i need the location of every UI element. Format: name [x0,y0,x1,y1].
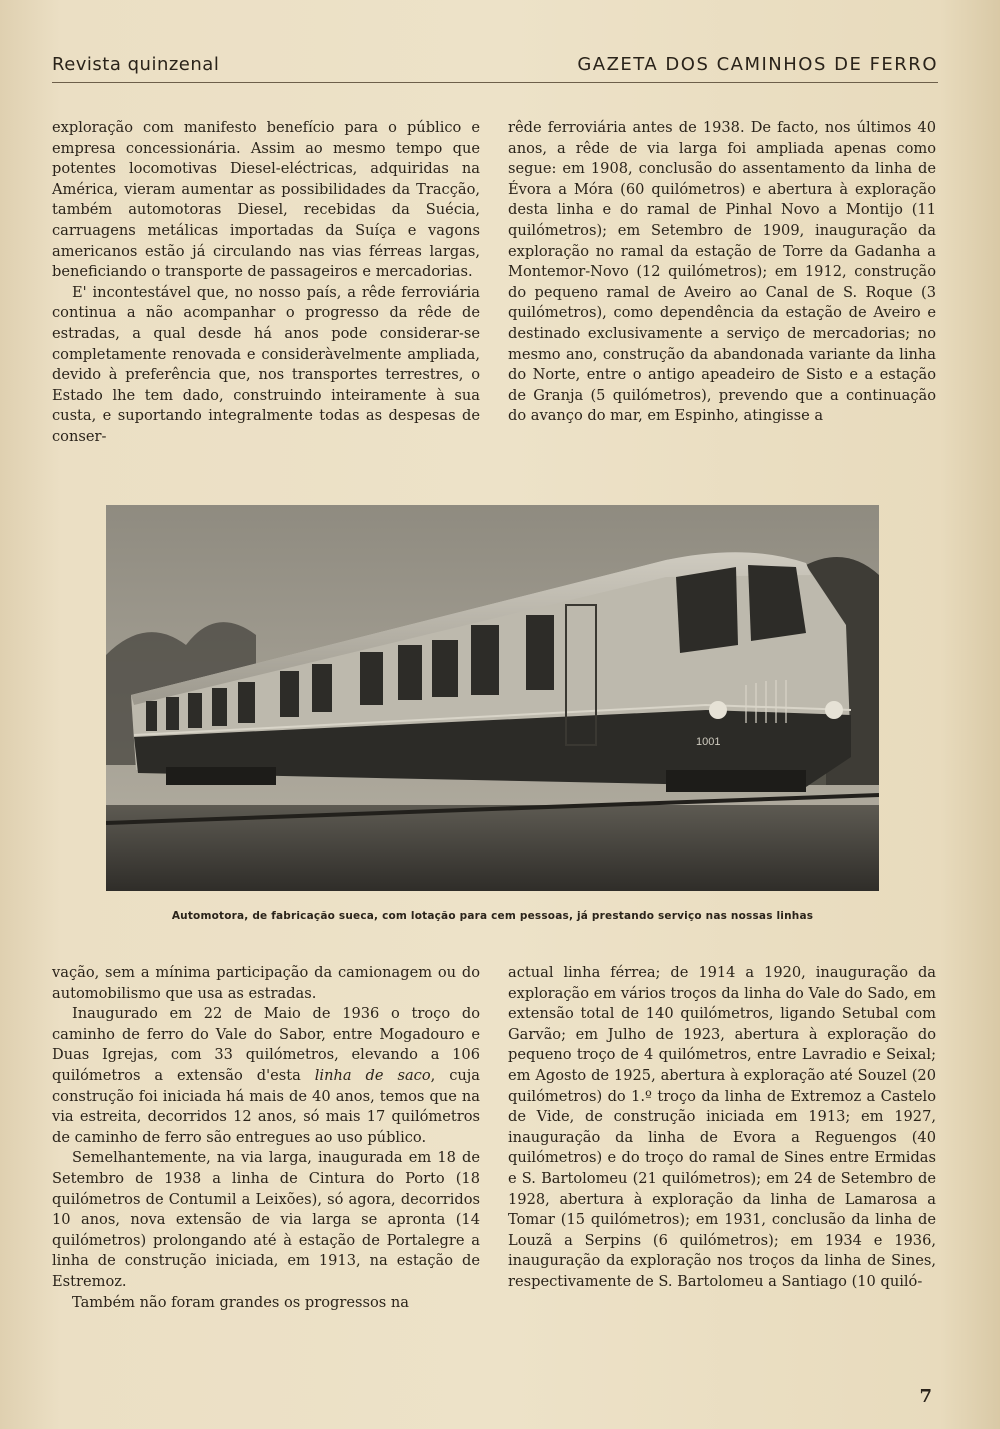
running-header [52,50,938,83]
paragraph: rêde ferroviária antes de 1938. De facto, nos últimos 40 anos, a rêde de via larga foi ampliada apenas como segue: em 1908, conclusão do assentamento da linha de Évora a Móra (60 quilómetros) e abertura à exploração desta linha e do ramal de Pinhal Novo a Montijo (11 quilómetros); em Setembro de 1909, inauguração da exploração no ramal da estação de Torre da Gadanha a Montemor-Novo (12 quilómetros); em 1912, construção do pequeno ramal de Aveiro ao Canal de S. Roque (3 quilómetros), como dependência da estação de Aveiro e destinado exclusivamente a serviço de mercadorias; no mesmo ano, construção da abandonada variante da linha do Norte, entre o antigo apeadeiro de Sisto e a estação de Granja (5 quilómetros), prevendo que a continuação do avanço do mar, em Espinho, atingisse a [508,119,936,425]
paragraph: E' incontestável que, no nosso país, a rêde ferroviária continua a não acompanhar o progresso da rêde de estradas, a qual desde há anos pode considerar-se completamente renovada e consideràvelmente ampliada, devido à preferência que, nos transportes terrestres, o Estado lhe tem dado, construindo inteiramente à sua custa, e suportando integralmente todas as despesas de conser- [52,283,480,445]
paragraph: Também não foram grandes os progressos na [72,1293,409,1311]
text-run: Inaugurado em 22 de Maio de 1936 o troço do caminho de ferro do Vale do Sabor, entre Mogadouro e Duas Igrejas, com 33 quilómetros, elevando a 106 quilómetros a extensão d'esta [52,1005,480,1084]
paragraph: Semelhantemente, na via larga, inaugurada em 18 de Setembro de 1938 a linha de Cintura do Porto (18 quilómetros de Contumil a Leixões), só agora, decorridos 10 anos, nova extensão de via larga se apronta (14 quilómetros) prolongando até à estação de Portalegre a linha de construção iniciada, em 1913, na estação de Estremoz. [52,1149,480,1290]
column-bottom-left [52,963,480,1313]
paragraph: actual linha férrea; de 1914 a 1920, inauguração da exploração em vários troços da linha do Vale do Sado, em extensão total de 140 quilómetros, ligando Setubal com Garvão; em Julho de 1923, abertura à exploração do pequeno troço de 4 quilómetros, entre Lavradio e Seixal; em Agosto de 1925, abertura à exploração até Souzel (20 quilómetros) do 1.º troço da linha de Extremoz a Castelo de Vide, de construção iniciada em 1913; em 1927, inauguração da linha de Evora a Reguengos (40 quilómetros) e do troço do ramal de Sines entre Ermidas e S. Bartolomeu (21 quilómetros); em 24 de Setembro de 1928, abertura à exploração da linha de Lamarosa a Tomar (15 quilómetros); em 1931, conclusão da linha de Louzã a Serpins (6 quilómetros); em 1934 e 1936, inauguração da exploração nos troços da linha de Sines, respectivamente de S. Bartolomeu a Santiago (10 quiló- [508,964,936,1290]
page-number: 7 [919,1386,932,1407]
header-right: GAZETA DOS CAMINHOS DE FERRO [577,54,938,75]
paragraph: vação, sem a mínima participação da camionagem ou do automobilismo que usa as estradas. [52,964,480,1002]
italic-phrase: linha de saco [314,1066,431,1084]
paragraph: exploração com manifesto benefício para o público e empresa concessionária. Assim ao mesmo tempo que potentes locomotivas Diesel-eléctricas, adquiridas na América, vieram aumentar as possibilidades da Tracção, também automotoras Diesel, recebidas da Suécia, carruagens metálicas importadas da Suíça e vagons americanos estão já circulando nas vias férreas largas, beneficiando o transporte de passageiros e mercadorias. [52,119,480,281]
paragraph [52,1004,480,1148]
header-left: Revista quinzenal [52,54,220,75]
column-top-right [508,118,936,427]
railcar-illustration [106,505,879,891]
photo-caption: Automotora, de fabricação sueca, com lotação para cem pessoas, já prestando serviço nas nossas linhas [171,910,814,922]
column-top-left [52,118,480,448]
column-bottom-right [508,963,936,1293]
text-run: , cuja construção foi iniciada há mais de 40 anos, temos que na via estreita, decorridos 12 anos, só mais 17 quilómetros de caminho de ferro são entregues ao uso público. [52,1066,481,1146]
railcar-photo [106,505,879,891]
plate-number: 1001 [696,736,721,748]
